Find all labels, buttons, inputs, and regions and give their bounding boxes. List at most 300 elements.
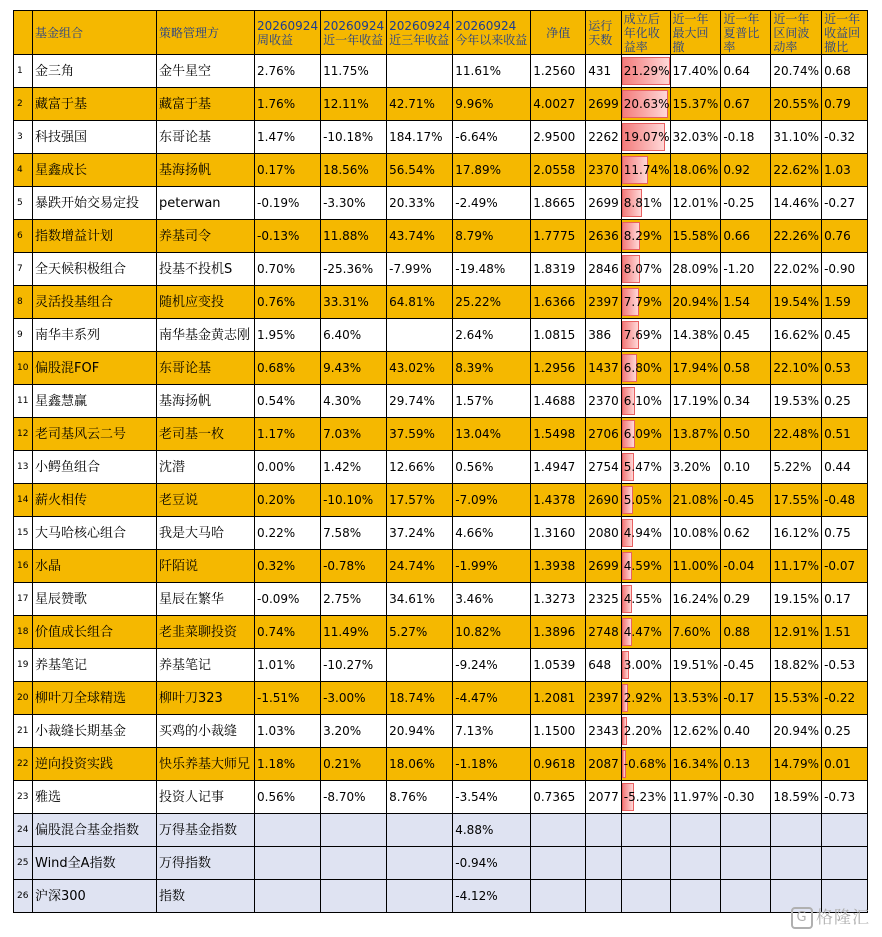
manager-name-cell: 万得指数 — [157, 847, 255, 880]
ytd-return-cell: 10.82% — [453, 616, 531, 649]
week-return-cell: 0.70% — [255, 253, 321, 286]
three-year-return-cell — [387, 880, 453, 913]
sharpe-ratio-cell: 0.58 — [721, 352, 771, 385]
three-year-return-cell — [387, 319, 453, 352]
header-days: 运行天数 — [586, 11, 622, 55]
volatility-cell: 20.55% — [771, 88, 822, 121]
volatility-cell: 19.53% — [771, 385, 822, 418]
one-year-return-cell: -3.00% — [321, 682, 387, 715]
running-days-cell — [586, 880, 622, 913]
header-nav: 净值 — [531, 11, 586, 55]
max-drawdown-cell: 12.01% — [670, 187, 721, 220]
max-drawdown-cell: 16.24% — [670, 583, 721, 616]
max-drawdown-cell: 18.06% — [670, 154, 721, 187]
header-row — [14, 11, 868, 55]
return-drawdown-ratio-cell: 0.79 — [822, 88, 868, 121]
annualized-return-cell — [621, 55, 670, 88]
table-row — [14, 649, 868, 682]
nav-value-cell: 1.3896 — [531, 616, 586, 649]
one-year-return-cell: -0.78% — [321, 550, 387, 583]
row-index-cell: 17 — [14, 583, 33, 616]
volatility-cell: 22.48% — [771, 418, 822, 451]
running-days-cell: 386 — [586, 319, 622, 352]
fund-name-cell: 藏富于基 — [33, 88, 157, 121]
week-return-cell: 2.76% — [255, 55, 321, 88]
running-days-cell: 2080 — [586, 517, 622, 550]
fund-name-cell: 养基笔记 — [33, 649, 157, 682]
running-days-cell: 2636 — [586, 220, 622, 253]
max-drawdown-cell: 7.60% — [670, 616, 721, 649]
annualized-value: 11.74% — [623, 162, 670, 177]
sharpe-ratio-cell: -0.30 — [721, 781, 771, 814]
one-year-return-cell: -8.70% — [321, 781, 387, 814]
annualized-return-cell — [621, 154, 670, 187]
annualized-value: 19.07% — [623, 129, 670, 144]
row-index-cell: 9 — [14, 319, 33, 352]
nav-value-cell: 1.2956 — [531, 352, 586, 385]
annualized-return-cell — [621, 847, 670, 880]
header-week-return: 20260924周收益 — [255, 11, 321, 55]
return-drawdown-ratio-cell: 0.17 — [822, 583, 868, 616]
fund-name-cell: 小鳄鱼组合 — [33, 451, 157, 484]
annualized-value: 8.29% — [623, 228, 662, 243]
running-days-cell: 2370 — [586, 385, 622, 418]
running-days-cell: 2754 — [586, 451, 622, 484]
ytd-return-cell: 13.04% — [453, 418, 531, 451]
manager-name-cell: 东哥论基 — [157, 121, 255, 154]
table-row — [14, 550, 868, 583]
volatility-cell: 15.53% — [771, 682, 822, 715]
annualized-value: -5.23% — [623, 789, 667, 804]
running-days-cell: 2699 — [586, 550, 622, 583]
one-year-return-cell: -10.18% — [321, 121, 387, 154]
volatility-cell: 19.15% — [771, 583, 822, 616]
annualized-value: 20.63% — [623, 96, 670, 111]
sharpe-ratio-cell — [721, 880, 771, 913]
annualized-return-cell — [621, 121, 670, 154]
manager-name-cell: 快乐养基大师兄 — [157, 748, 255, 781]
annualized-value: 4.94% — [623, 525, 662, 540]
manager-name-cell: 金牛星空 — [157, 55, 255, 88]
annualized-value: -0.68% — [623, 756, 667, 771]
three-year-return-cell: 184.17% — [387, 121, 453, 154]
max-drawdown-cell: 14.38% — [670, 319, 721, 352]
annualized-return-cell — [621, 286, 670, 319]
ytd-return-cell: -2.49% — [453, 187, 531, 220]
volatility-cell: 5.22% — [771, 451, 822, 484]
return-drawdown-ratio-cell: -0.53 — [822, 649, 868, 682]
volatility-cell: 22.10% — [771, 352, 822, 385]
one-year-return-cell: -10.10% — [321, 484, 387, 517]
row-index-cell: 19 — [14, 649, 33, 682]
one-year-return-cell: -25.36% — [321, 253, 387, 286]
fund-name-cell: 水晶 — [33, 550, 157, 583]
running-days-cell: 2370 — [586, 154, 622, 187]
ytd-return-cell: -6.64% — [453, 121, 531, 154]
week-return-cell: 0.22% — [255, 517, 321, 550]
ytd-return-cell: 17.89% — [453, 154, 531, 187]
manager-name-cell: 养基司令 — [157, 220, 255, 253]
max-drawdown-cell: 12.62% — [670, 715, 721, 748]
volatility-cell: 31.10% — [771, 121, 822, 154]
nav-value-cell: 1.3273 — [531, 583, 586, 616]
table-row — [14, 88, 868, 121]
header-volatility: 近一年区间波动率 — [771, 11, 822, 55]
sharpe-ratio-cell: 0.88 — [721, 616, 771, 649]
row-index-cell: 7 — [14, 253, 33, 286]
return-drawdown-ratio-cell: 0.25 — [822, 715, 868, 748]
return-drawdown-ratio-cell: 0.51 — [822, 418, 868, 451]
manager-name-cell: 万得基金指数 — [157, 814, 255, 847]
table-row — [14, 286, 868, 319]
header-max-drawdown: 近一年最大回撤 — [670, 11, 721, 55]
nav-value-cell: 1.1500 — [531, 715, 586, 748]
ytd-return-cell: 1.57% — [453, 385, 531, 418]
header-3y-return: 20260924近三年收益 — [387, 11, 453, 55]
row-index-cell: 1 — [14, 55, 33, 88]
ytd-return-cell: 3.46% — [453, 583, 531, 616]
row-index-cell: 24 — [14, 814, 33, 847]
manager-name-cell: 老豆说 — [157, 484, 255, 517]
week-return-cell: 0.76% — [255, 286, 321, 319]
ytd-return-cell: 8.79% — [453, 220, 531, 253]
max-drawdown-cell: 21.08% — [670, 484, 721, 517]
three-year-return-cell: 43.02% — [387, 352, 453, 385]
fund-name-cell: 星鑫成长 — [33, 154, 157, 187]
one-year-return-cell: 4.30% — [321, 385, 387, 418]
table-row — [14, 451, 868, 484]
ytd-return-cell: 11.61% — [453, 55, 531, 88]
three-year-return-cell: 20.33% — [387, 187, 453, 220]
ytd-return-cell: 2.64% — [453, 319, 531, 352]
week-return-cell: 0.74% — [255, 616, 321, 649]
nav-value-cell — [531, 880, 586, 913]
return-drawdown-ratio-cell: 0.75 — [822, 517, 868, 550]
volatility-cell: 18.59% — [771, 781, 822, 814]
sharpe-ratio-cell: 0.10 — [721, 451, 771, 484]
annualized-return-cell — [621, 550, 670, 583]
table-row — [14, 781, 868, 814]
nav-value-cell — [531, 847, 586, 880]
annualized-value: 8.81% — [623, 195, 662, 210]
row-index-cell: 2 — [14, 88, 33, 121]
nav-value-cell: 1.0539 — [531, 649, 586, 682]
manager-name-cell: 投基不投机S — [157, 253, 255, 286]
nav-value-cell: 1.6366 — [531, 286, 586, 319]
manager-name-cell: 我是大马哈 — [157, 517, 255, 550]
nav-value-cell: 1.2560 — [531, 55, 586, 88]
return-drawdown-ratio-cell: 1.51 — [822, 616, 868, 649]
max-drawdown-cell — [670, 814, 721, 847]
manager-name-cell: 沈潜 — [157, 451, 255, 484]
return-drawdown-ratio-cell: -0.90 — [822, 253, 868, 286]
annualized-return-cell — [621, 187, 670, 220]
sharpe-ratio-cell — [721, 814, 771, 847]
header-1y-return: 20260924近一年收益 — [321, 11, 387, 55]
one-year-return-cell: 6.40% — [321, 319, 387, 352]
nav-value-cell: 1.2081 — [531, 682, 586, 715]
header-manager: 策略管理方 — [157, 11, 255, 55]
return-drawdown-ratio-cell: 0.68 — [822, 55, 868, 88]
volatility-cell: 19.54% — [771, 286, 822, 319]
running-days-cell — [586, 847, 622, 880]
table-row — [14, 418, 868, 451]
three-year-return-cell: 8.76% — [387, 781, 453, 814]
manager-name-cell: 东哥论基 — [157, 352, 255, 385]
row-index-cell: 15 — [14, 517, 33, 550]
table-row — [14, 154, 868, 187]
fund-name-cell: 星辰赞歌 — [33, 583, 157, 616]
nav-value-cell: 2.0558 — [531, 154, 586, 187]
one-year-return-cell: 2.75% — [321, 583, 387, 616]
one-year-return-cell: 11.88% — [321, 220, 387, 253]
fund-name-cell: 偏股混FOF — [33, 352, 157, 385]
row-index-cell: 14 — [14, 484, 33, 517]
fund-name-cell: 指数增益计划 — [33, 220, 157, 253]
row-index-cell: 12 — [14, 418, 33, 451]
week-return-cell: 1.01% — [255, 649, 321, 682]
three-year-return-cell — [387, 847, 453, 880]
max-drawdown-cell: 19.51% — [670, 649, 721, 682]
table-row — [14, 814, 868, 847]
row-index-cell: 26 — [14, 880, 33, 913]
row-index-cell: 22 — [14, 748, 33, 781]
one-year-return-cell: 3.20% — [321, 715, 387, 748]
annualized-return-cell — [621, 748, 670, 781]
return-drawdown-ratio-cell: -0.07 — [822, 550, 868, 583]
annualized-return-cell — [621, 88, 670, 121]
three-year-return-cell: 43.74% — [387, 220, 453, 253]
max-drawdown-cell: 15.58% — [670, 220, 721, 253]
running-days-cell: 2699 — [586, 88, 622, 121]
week-return-cell — [255, 880, 321, 913]
nav-value-cell: 1.7775 — [531, 220, 586, 253]
volatility-cell: 11.17% — [771, 550, 822, 583]
annualized-value: 4.59% — [623, 558, 662, 573]
fund-name-cell: 柳叶刀全球精选 — [33, 682, 157, 715]
return-drawdown-ratio-cell: 0.53 — [822, 352, 868, 385]
running-days-cell: 2087 — [586, 748, 622, 781]
manager-name-cell: 基海扬帆 — [157, 154, 255, 187]
volatility-cell: 12.91% — [771, 616, 822, 649]
table-row — [14, 616, 868, 649]
max-drawdown-cell — [670, 880, 721, 913]
three-year-return-cell: 17.57% — [387, 484, 453, 517]
annualized-value: 2.92% — [623, 690, 662, 705]
nav-value-cell: 4.0027 — [531, 88, 586, 121]
row-index-cell: 21 — [14, 715, 33, 748]
three-year-return-cell: 56.54% — [387, 154, 453, 187]
volatility-cell: 20.94% — [771, 715, 822, 748]
max-drawdown-cell: 10.08% — [670, 517, 721, 550]
max-drawdown-cell: 17.40% — [670, 55, 721, 88]
annualized-value: 7.69% — [623, 327, 662, 342]
table-row — [14, 385, 868, 418]
fund-name-cell: 全天候积极组合 — [33, 253, 157, 286]
annualized-value: 7.79% — [623, 294, 662, 309]
max-drawdown-cell: 32.03% — [670, 121, 721, 154]
three-year-return-cell: 24.74% — [387, 550, 453, 583]
sharpe-ratio-cell: -0.17 — [721, 682, 771, 715]
manager-name-cell: 老韭菜聊投资 — [157, 616, 255, 649]
three-year-return-cell: 18.06% — [387, 748, 453, 781]
fund-name-cell: 大马哈核心组合 — [33, 517, 157, 550]
annualized-return-cell — [621, 484, 670, 517]
nav-value-cell: 1.4947 — [531, 451, 586, 484]
fund-name-cell: 星鑫慧赢 — [33, 385, 157, 418]
running-days-cell: 2748 — [586, 616, 622, 649]
sharpe-ratio-cell: 0.34 — [721, 385, 771, 418]
running-days-cell: 2077 — [586, 781, 622, 814]
annualized-value: 8.07% — [623, 261, 662, 276]
nav-value-cell: 0.9618 — [531, 748, 586, 781]
max-drawdown-cell: 28.09% — [670, 253, 721, 286]
annualized-return-cell — [621, 352, 670, 385]
one-year-return-cell: 18.56% — [321, 154, 387, 187]
fund-name-cell: 薪火相传 — [33, 484, 157, 517]
fund-name-cell: 偏股混合基金指数 — [33, 814, 157, 847]
running-days-cell: 2690 — [586, 484, 622, 517]
ytd-return-cell: -4.47% — [453, 682, 531, 715]
nav-value-cell: 0.7365 — [531, 781, 586, 814]
max-drawdown-cell: 16.34% — [670, 748, 721, 781]
week-return-cell: 1.17% — [255, 418, 321, 451]
ytd-return-cell: -1.99% — [453, 550, 531, 583]
manager-name-cell: 阡陌说 — [157, 550, 255, 583]
week-return-cell: 0.32% — [255, 550, 321, 583]
ytd-return-cell: -19.48% — [453, 253, 531, 286]
one-year-return-cell: 7.58% — [321, 517, 387, 550]
ytd-return-cell: 9.96% — [453, 88, 531, 121]
sharpe-ratio-cell: -0.18 — [721, 121, 771, 154]
annualized-return-cell — [621, 781, 670, 814]
volatility-cell — [771, 847, 822, 880]
three-year-return-cell — [387, 814, 453, 847]
three-year-return-cell: 34.61% — [387, 583, 453, 616]
one-year-return-cell: 0.21% — [321, 748, 387, 781]
three-year-return-cell — [387, 649, 453, 682]
return-drawdown-ratio-cell: 1.03 — [822, 154, 868, 187]
annualized-value: 2.20% — [623, 723, 662, 738]
fund-name-cell: 雅选 — [33, 781, 157, 814]
header-sharpe: 近一年夏普比率 — [721, 11, 771, 55]
volatility-cell: 14.46% — [771, 187, 822, 220]
max-drawdown-cell: 11.97% — [670, 781, 721, 814]
table-row — [14, 715, 868, 748]
table-row — [14, 253, 868, 286]
one-year-return-cell: -3.30% — [321, 187, 387, 220]
annualized-return-cell — [621, 715, 670, 748]
manager-name-cell: 随机应变投 — [157, 286, 255, 319]
fund-name-cell: 小裁缝长期基金 — [33, 715, 157, 748]
annualized-return-cell — [621, 814, 670, 847]
fund-name-cell: Wind全A指数 — [33, 847, 157, 880]
annualized-return-cell — [621, 418, 670, 451]
one-year-return-cell: 11.75% — [321, 55, 387, 88]
annualized-value — [622, 856, 624, 870]
max-drawdown-cell: 13.53% — [670, 682, 721, 715]
annualized-return-cell — [621, 682, 670, 715]
running-days-cell: 2262 — [586, 121, 622, 154]
week-return-cell — [255, 847, 321, 880]
sharpe-ratio-cell: 0.62 — [721, 517, 771, 550]
volatility-cell: 18.82% — [771, 649, 822, 682]
three-year-return-cell: 18.74% — [387, 682, 453, 715]
volatility-cell: 22.62% — [771, 154, 822, 187]
week-return-cell: -1.51% — [255, 682, 321, 715]
return-drawdown-ratio-cell: 0.44 — [822, 451, 868, 484]
running-days-cell: 2325 — [586, 583, 622, 616]
row-index-cell: 11 — [14, 385, 33, 418]
annualized-value: 6.10% — [623, 393, 662, 408]
return-drawdown-ratio-cell — [822, 847, 868, 880]
sharpe-ratio-cell — [721, 847, 771, 880]
manager-name-cell: 藏富于基 — [157, 88, 255, 121]
three-year-return-cell: 37.24% — [387, 517, 453, 550]
return-drawdown-ratio-cell: -0.27 — [822, 187, 868, 220]
table-row — [14, 484, 868, 517]
running-days-cell: 1437 — [586, 352, 622, 385]
week-return-cell: 0.20% — [255, 484, 321, 517]
sharpe-ratio-cell: 0.13 — [721, 748, 771, 781]
running-days-cell: 431 — [586, 55, 622, 88]
annualized-return-cell — [621, 583, 670, 616]
annualized-value: 5.47% — [623, 459, 662, 474]
table-row — [14, 847, 868, 880]
running-days-cell: 648 — [586, 649, 622, 682]
return-drawdown-ratio-cell — [822, 814, 868, 847]
one-year-return-cell: 9.43% — [321, 352, 387, 385]
max-drawdown-cell: 11.00% — [670, 550, 721, 583]
manager-name-cell: 老司基一枚 — [157, 418, 255, 451]
header-index — [14, 11, 33, 55]
one-year-return-cell: 11.49% — [321, 616, 387, 649]
table-row — [14, 187, 868, 220]
volatility-cell — [771, 814, 822, 847]
sharpe-ratio-cell: -0.45 — [721, 649, 771, 682]
header-fund-name: 基金组合 — [33, 11, 157, 55]
nav-value-cell: 2.9500 — [531, 121, 586, 154]
annualized-value: 3.00% — [623, 657, 662, 672]
fund-name-cell: 科技强国 — [33, 121, 157, 154]
fund-name-cell: 沪深300 — [33, 880, 157, 913]
running-days-cell: 2343 — [586, 715, 622, 748]
manager-name-cell: 指数 — [157, 880, 255, 913]
week-return-cell: 1.76% — [255, 88, 321, 121]
volatility-cell: 14.79% — [771, 748, 822, 781]
fund-name-cell: 逆向投资实践 — [33, 748, 157, 781]
annualized-value: 6.80% — [623, 360, 662, 375]
one-year-return-cell — [321, 880, 387, 913]
manager-name-cell: peterwan — [157, 187, 255, 220]
running-days-cell: 2846 — [586, 253, 622, 286]
volatility-cell: 22.02% — [771, 253, 822, 286]
sharpe-ratio-cell: -0.25 — [721, 187, 771, 220]
max-drawdown-cell — [670, 847, 721, 880]
header-annualized: 成立后年化收益率 — [621, 11, 670, 55]
sharpe-ratio-cell: 0.29 — [721, 583, 771, 616]
nav-value-cell: 1.4378 — [531, 484, 586, 517]
week-return-cell: 1.03% — [255, 715, 321, 748]
row-index-cell: 25 — [14, 847, 33, 880]
sharpe-ratio-cell: -0.45 — [721, 484, 771, 517]
nav-value-cell: 1.0815 — [531, 319, 586, 352]
manager-name-cell: 养基笔记 — [157, 649, 255, 682]
sharpe-ratio-cell: -0.04 — [721, 550, 771, 583]
ytd-return-cell: -7.09% — [453, 484, 531, 517]
manager-name-cell: 基海扬帆 — [157, 385, 255, 418]
fund-name-cell: 老司基风云二号 — [33, 418, 157, 451]
